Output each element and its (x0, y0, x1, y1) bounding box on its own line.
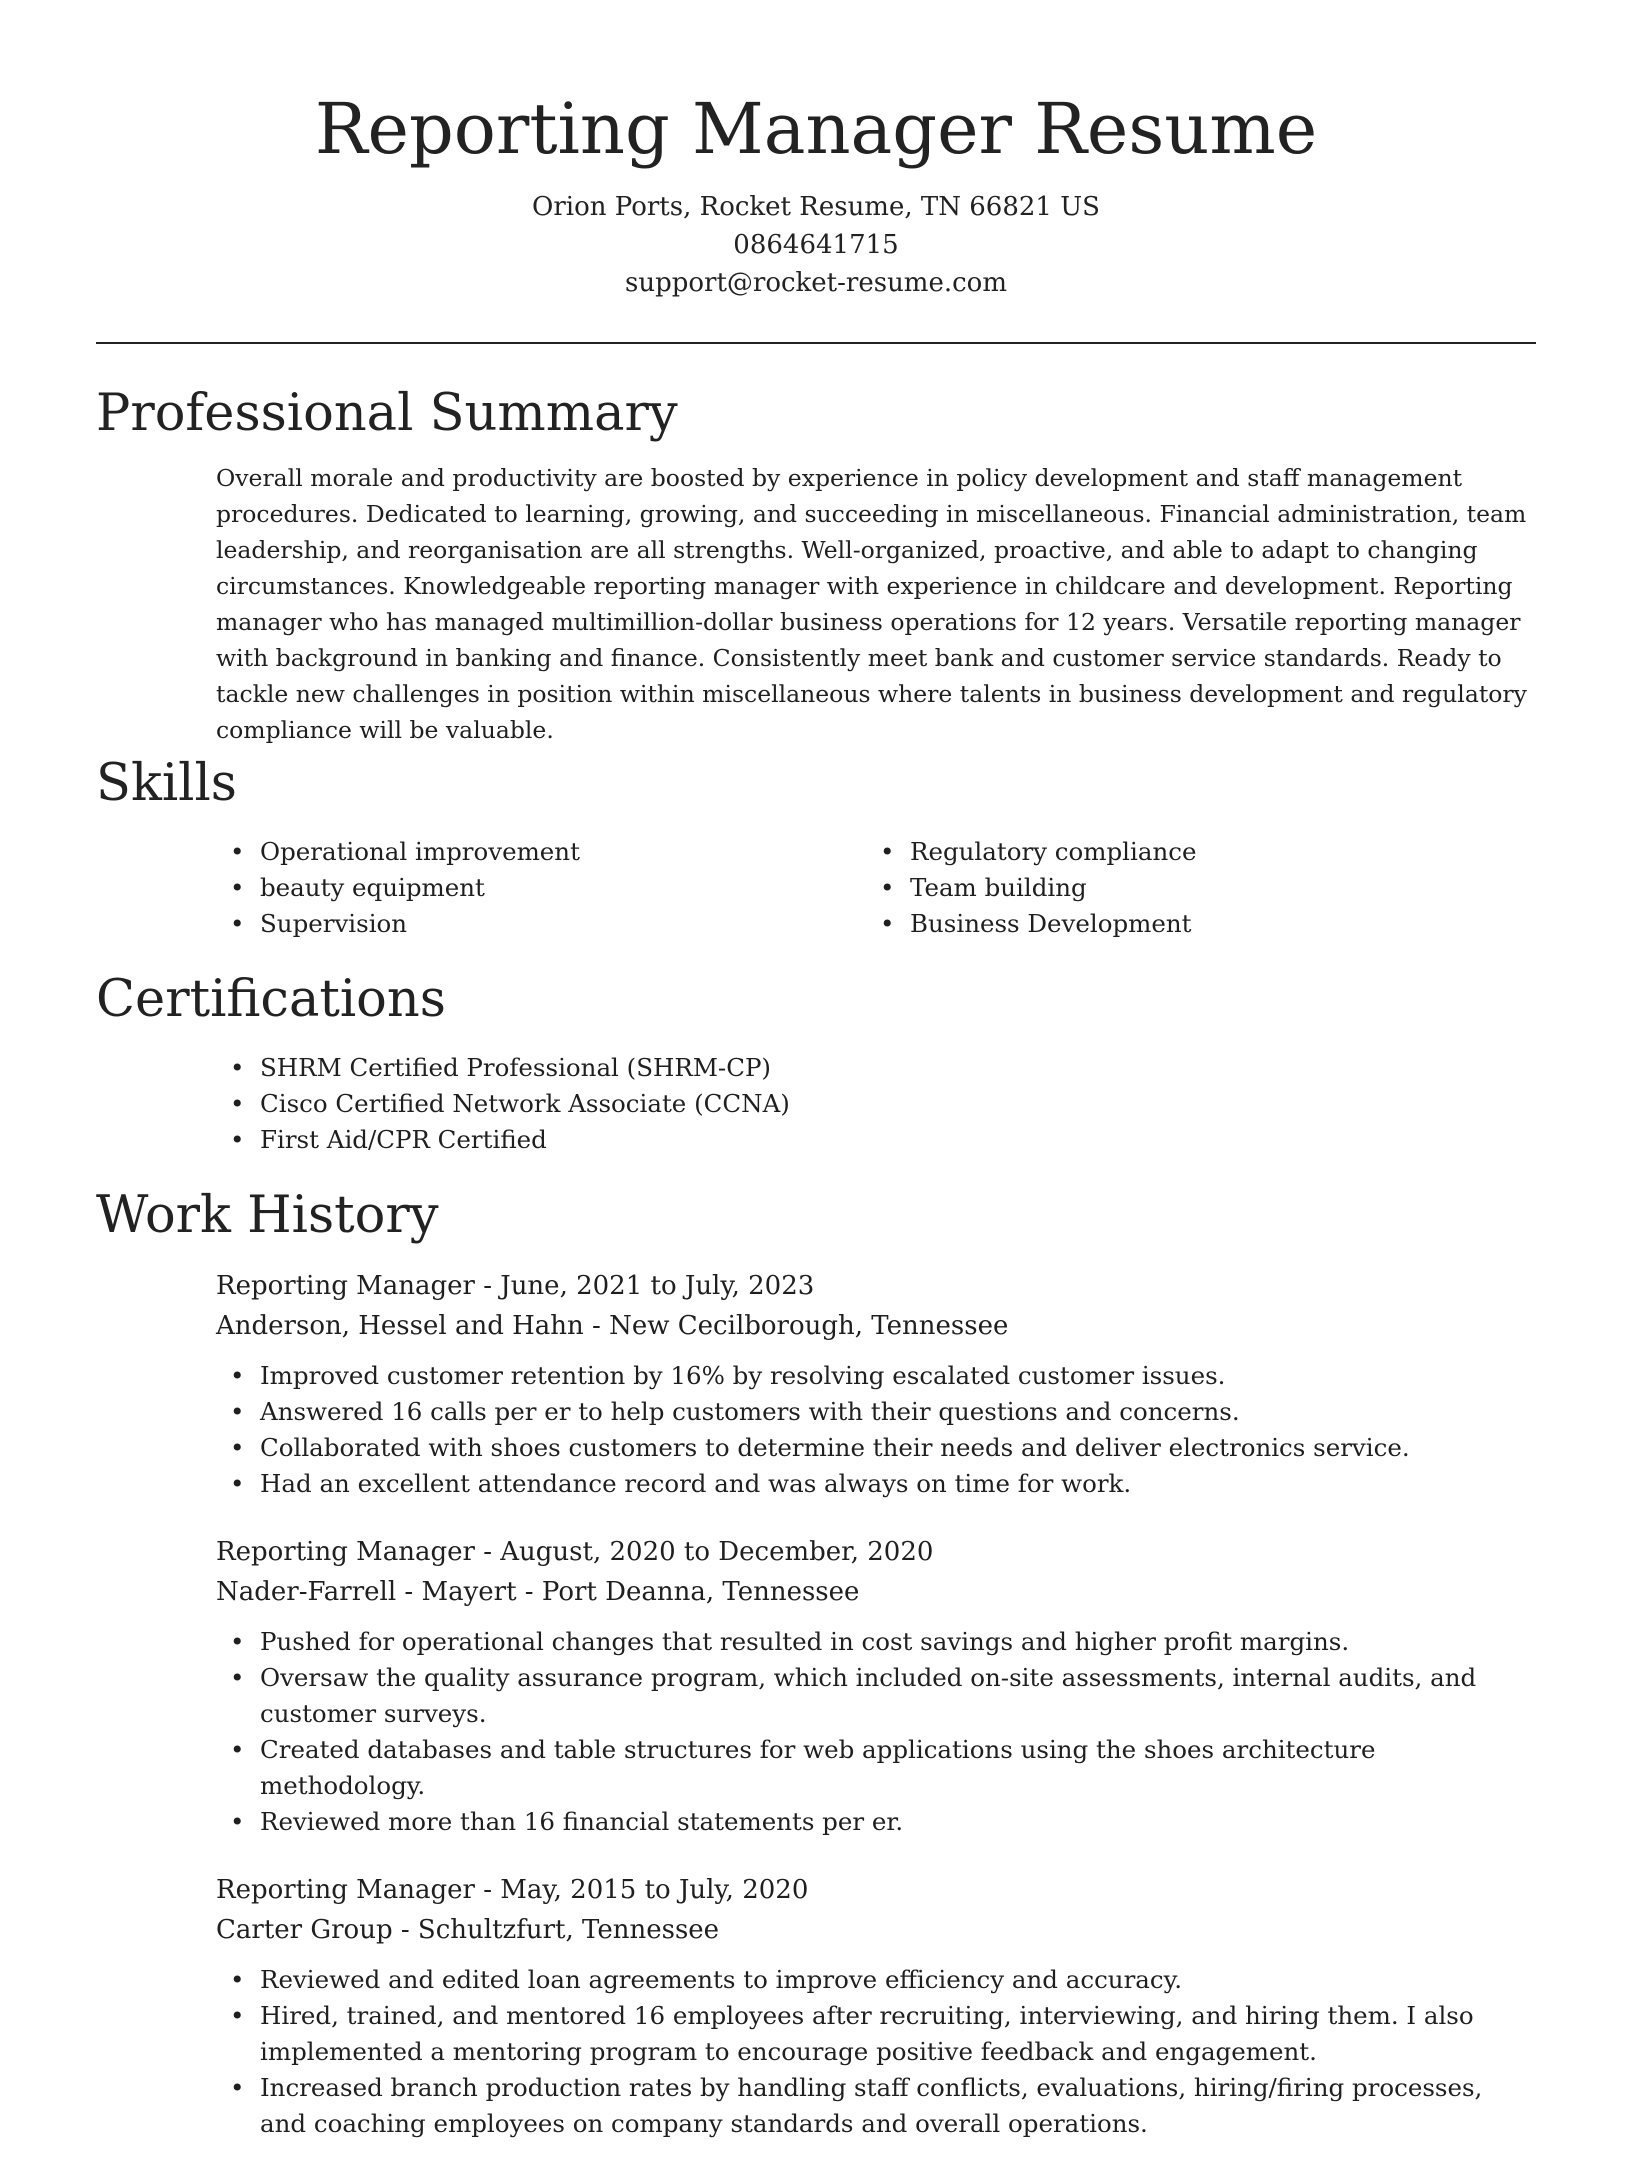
certifications-section (96, 964, 1536, 1158)
job-company-line: Nader-Farrell - Mayert - Port Deanna, Tennessee (216, 1577, 860, 1607)
job-bullet: • Created databases and table structures for web applications using the shoes architecture methodology. (216, 1732, 1536, 1804)
job-company-line: Carter Group - Schultzfurt, Tennessee (216, 1915, 720, 1945)
job-title-line: Reporting Manager - June, 2021 to July, 2023 (216, 1271, 815, 1301)
header-divider (96, 342, 1536, 344)
job-location: Schultzfurt, Tennessee (417, 1915, 720, 1945)
job-company: Anderson, Hessel and Hahn (216, 1311, 584, 1341)
certifications-heading: Certifications (96, 970, 446, 1029)
skill-item: • Business Development (866, 906, 1516, 942)
skills-right-list (866, 834, 1516, 942)
certifications-list (216, 1050, 1536, 1158)
certification-item: • Cisco Certified Network Associate (CCNA) (216, 1086, 1536, 1122)
job-bullet: • Reviewed more than 16 financial statements per er. (216, 1804, 1536, 1840)
job-dates: May, 2015 to July, 2020 (500, 1875, 809, 1905)
skill-item: • Operational improvement (216, 834, 866, 870)
job-bullet: • Increased branch production rates by handling staff conflicts, evaluations, hiring/firing processes, and coaching employees on company standards and overall operations. (216, 2070, 1536, 2142)
skill-item: • Supervision (216, 906, 866, 942)
job-title-line: Reporting Manager - August, 2020 to December, 2020 (216, 1537, 934, 1567)
contact-phone: 0864641715 (733, 230, 899, 260)
skill-item: • beauty equipment (216, 870, 866, 906)
job-entry (216, 1870, 1536, 2142)
summary-heading: Professional Summary (96, 384, 678, 443)
contact-email: support@rocket-resume.com (624, 268, 1007, 298)
job-bullet: • Oversaw the quality assurance program, which included on-site assessments, internal audits, and customer surveys. (216, 1660, 1536, 1732)
job-bullets (216, 1358, 1536, 1502)
resume-title: Reporting Manager Resume (314, 88, 1318, 170)
job-bullet: • Pushed for operational changes that resulted in cost savings and higher profit margins. (216, 1624, 1536, 1660)
work-history-heading: Work History (96, 1186, 439, 1245)
certification-item: • SHRM Certified Professional (SHRM-CP) (216, 1050, 1536, 1086)
job-company-line: Anderson, Hessel and Hahn - New Cecilborough, Tennessee (216, 1311, 1009, 1341)
skills-columns (216, 834, 1536, 942)
job-title: Reporting Manager (216, 1537, 475, 1567)
skill-item: • Regulatory compliance (866, 834, 1516, 870)
job-entry (216, 1266, 1536, 1502)
job-bullet: • Reviewed and edited loan agreements to improve efficiency and accuracy. (216, 1962, 1536, 1998)
skills-section (96, 748, 1536, 942)
job-bullet: • Answered 16 calls per er to help customers with their questions and concerns. (216, 1394, 1536, 1430)
skills-left-list (216, 834, 866, 942)
job-location: Port Deanna, Tennessee (541, 1577, 860, 1607)
job-location: New Cecilborough, Tennessee (609, 1311, 1009, 1341)
contact-address: Orion Ports, Rocket Resume, TN 66821 US (532, 192, 1100, 222)
summary-section (96, 378, 1536, 748)
job-bullet: • Had an excellent attendance record and was always on time for work. (216, 1466, 1536, 1502)
skills-heading: Skills (96, 754, 237, 813)
skill-item: • Team building (866, 870, 1516, 906)
job-entry (216, 1532, 1536, 1840)
job-bullet: • Collaborated with shoes customers to determine their needs and deliver electronics service. (216, 1430, 1536, 1466)
resume-header (0, 84, 1632, 302)
job-bullets (216, 1624, 1536, 1840)
job-bullets (216, 1962, 1536, 2142)
work-history-section (96, 1180, 1536, 2142)
resume-body (96, 378, 1536, 2172)
job-dates: June, 2021 to July, 2023 (500, 1271, 815, 1301)
job-bullet: • Hired, trained, and mentored 16 employees after recruiting, interviewing, and hiring them. I also implemented a mentoring program to encourage positive feedback and engagement. (216, 1998, 1536, 2070)
job-title: Reporting Manager (216, 1271, 475, 1301)
job-title: Reporting Manager (216, 1875, 475, 1905)
job-title-line: Reporting Manager - May, 2015 to July, 2020 (216, 1875, 809, 1905)
job-dates: August, 2020 to December, 2020 (500, 1537, 934, 1567)
job-bullet: • Improved customer retention by 16% by resolving escalated customer issues. (216, 1358, 1536, 1394)
summary-text: Overall morale and productivity are boosted by experience in policy development and staff management procedures. Dedicated to learning, growing, and succeeding in miscellaneous. Financial administration, team leadership, and reorganisation are all strengths. Well-organized, proactive, and able to adapt to changing circumstances. Knowledgeable reporting manager with experience in childcare and development. Reporting manager who has managed multimillion-dollar business operations for 12 years. Versatile reporting manager with background in banking and finance. Consistently meet bank and customer service standards. Ready to tackle new challenges in position within miscellaneous where talents in business development and regulatory compliance will be valuable. (216, 464, 1527, 744)
contact-info (0, 188, 1632, 302)
job-company: Nader-Farrell - Mayert (216, 1577, 517, 1607)
certification-item: • First Aid/CPR Certified (216, 1122, 1536, 1158)
job-company: Carter Group (216, 1915, 393, 1945)
